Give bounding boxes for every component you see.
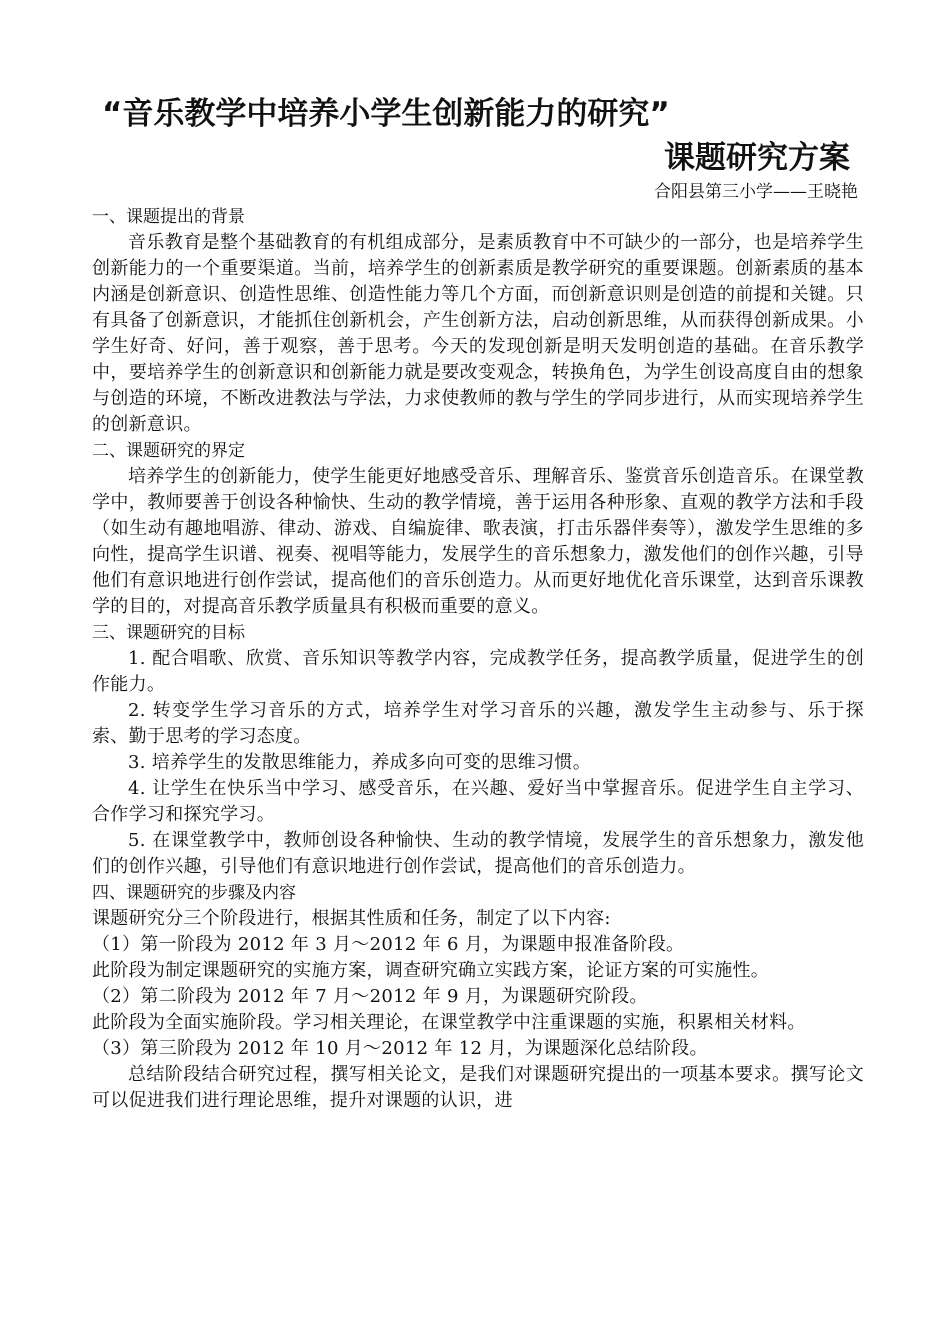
stage-heading: （1）第一阶段为 2012 年 3 月～2012 年 6 月，为课题申报准备阶段。 [92, 934, 685, 955]
paragraph: 培养学生的创新能力，使学生能更好地感受音乐、理解音乐、鉴赏音乐创造音乐。在课堂教学中，教师要善于创设各种愉快、生动的教学情境，善于运用各种形象、直观的教学方法和手段（如生动有趣地唱游、律动、游戏、自编旋律、歌表演，打击乐器伴奏等），激发学生思维的多向性，提高学生识谱、视奏、视唱等能力，发展学生的音乐想象力，激发他们的创作兴趣，引导他们有意识地进行创作尝试，提高他们的音乐创造力。从而更好地优化音乐课堂，达到音乐课教学的目的，对提高音乐教学质量具有积极而重要的意义。 [92, 466, 864, 617]
stage-description: 此阶段为制定课题研究的实施方案，调查研究确立实践方案，论证方案的可实施性。 [92, 960, 770, 981]
document-page [92, 92, 864, 1114]
goal-item: 4. 让学生在快乐当中学习、感受音乐，在兴趣、爱好当中掌握音乐。促进学生自主学习、合作学习和探究学习。 [92, 778, 864, 825]
document-subtitle: 课题研究方案 [664, 140, 850, 176]
section-background [92, 204, 864, 438]
goal-item: 3. 培养学生的发散思维能力，养成多向可变的思维习惯。 [128, 752, 591, 773]
section-heading: 二、课题研究的界定 [92, 441, 245, 461]
document-title: “音乐教学中培养小学生创新能力的研究” [102, 96, 670, 132]
section-heading: 一、课题提出的背景 [92, 207, 245, 227]
stage-heading: （2）第二阶段为 2012 年 7 月～2012 年 9 月，为课题研究阶段。 [92, 986, 648, 1007]
section-steps [92, 880, 864, 1114]
section-goals [92, 620, 864, 880]
paragraph: 音乐教育是整个基础教育的有机组成部分，是素质教育中不可缺少的一部分，也是培养学生创新能力的一个重要渠道。当前，培养学生的创新素质是教学研究的重要课题。创新素质的基本内涵是创新意识、创造性思维、创造性能力等几个方面，而创新意识则是创造的前提和关键。只有具备了创新意识，才能抓住创新机会，产生创新方法，启动创新思维，从而获得创新成果。小学生好奇、好问，善于观察，善于思考。今天的发现创新是明天发明创造的基础。在音乐教学中，要培养学生的创新意识和创新能力就是要改变观念，转换角色，为学生创设高度自由的想象与创造的环境，不断改进教法与学法，力求使教师的教与学生的学同步进行，从而实现培养学生的创新意识。 [92, 232, 864, 435]
goal-item: 1. 配合唱歌、欣赏、音乐知识等教学内容，完成教学任务，提高教学质量，促进学生的创作能力。 [92, 648, 864, 695]
stage-heading: （3）第三阶段为 2012 年 10 月～2012 年 12 月，为课题深化总结阶段。 [92, 1038, 708, 1059]
goal-item: 5. 在课堂教学中，教师创设各种愉快、生动的教学情境，发展学生的音乐想象力，激发他们的创作兴趣，引导他们有意识地进行创作尝试，提高他们的音乐创造力。 [92, 830, 864, 877]
steps-intro: 课题研究分三个阶段进行，根据其性质和任务，制定了以下内容: [92, 908, 611, 929]
section-heading: 三、课题研究的目标 [92, 623, 245, 643]
goal-item: 2. 转变学生学习音乐的方式，培养学生对学习音乐的兴趣，激发学生主动参与、乐于探索、勤于思考的学习态度。 [92, 700, 864, 747]
author-line: 合阳县第三小学——王晓艳 [654, 182, 858, 202]
section-definition [92, 438, 864, 620]
stage-description: 此阶段为全面实施阶段。学习相关理论，在课堂教学中注重课题的实施，积累相关材料。 [92, 1012, 806, 1033]
stage-description: 总结阶段结合研究过程，撰写相关论文，是我们对课题研究提出的一项基本要求。撰写论文可以促进我们进行理论思维，提升对课题的认识，进 [92, 1064, 864, 1111]
document-body [92, 204, 864, 1114]
section-heading: 四、课题研究的步骤及内容 [92, 883, 296, 903]
